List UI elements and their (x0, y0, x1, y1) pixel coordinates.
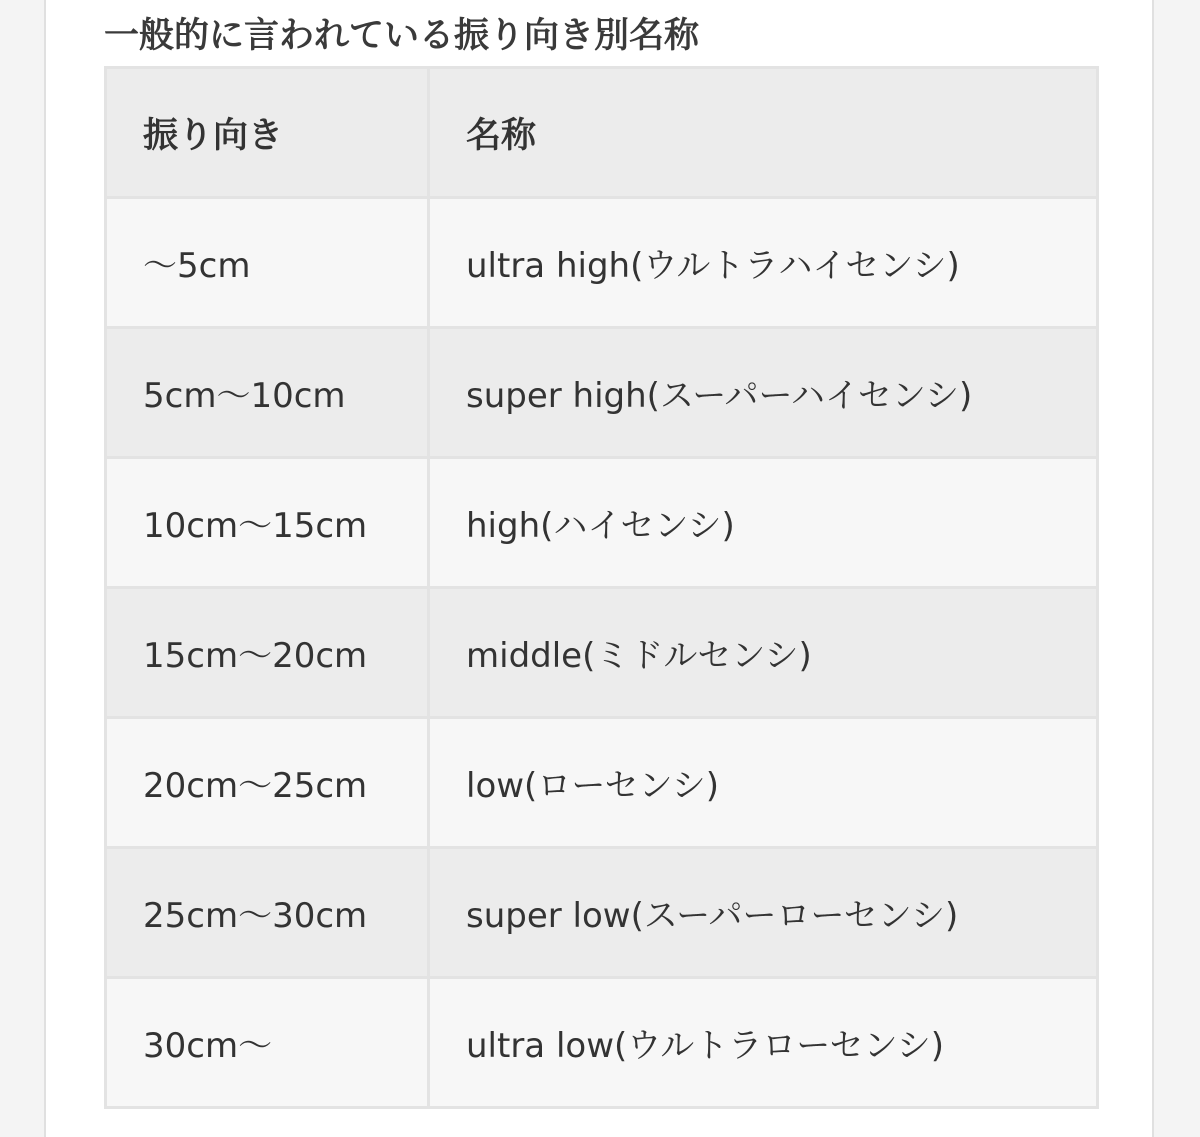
cell-sensitivity-name: super high(スーパーハイセンシ) (429, 328, 1098, 458)
section-heading: 一般的に言われている振り向き別名称 (104, 16, 700, 56)
cell-sensitivity-name: middle(ミドルセンシ) (429, 588, 1098, 718)
table-row (106, 588, 1098, 718)
cell-sensitivity-name: low(ローセンシ) (429, 718, 1098, 848)
cell-turn-distance: 20cm〜25cm (106, 718, 429, 848)
cell-turn-distance: 15cm〜20cm (106, 588, 429, 718)
cell-turn-distance: 10cm〜15cm (106, 458, 429, 588)
cell-sensitivity-name: super low(スーパーローセンシ) (429, 848, 1098, 978)
table-row (106, 718, 1098, 848)
cell-sensitivity-name: ultra low(ウルトラローセンシ) (429, 978, 1098, 1108)
cell-sensitivity-name: high(ハイセンシ) (429, 458, 1098, 588)
cell-turn-distance: 25cm〜30cm (106, 848, 429, 978)
table-header-row (106, 68, 1098, 198)
table-row (106, 978, 1098, 1108)
table-row (106, 328, 1098, 458)
table-row (106, 848, 1098, 978)
cell-turn-distance: 5cm〜10cm (106, 328, 429, 458)
table-row (106, 198, 1098, 328)
header-name: 名称 (429, 68, 1098, 198)
sensitivity-table (104, 66, 1099, 1109)
header-turn-distance: 振り向き (106, 68, 429, 198)
cell-turn-distance: 〜5cm (106, 198, 429, 328)
cell-turn-distance: 30cm〜 (106, 978, 429, 1108)
table-row (106, 458, 1098, 588)
cell-sensitivity-name: ultra high(ウルトラハイセンシ) (429, 198, 1098, 328)
sensitivity-table-container (104, 66, 1096, 1109)
